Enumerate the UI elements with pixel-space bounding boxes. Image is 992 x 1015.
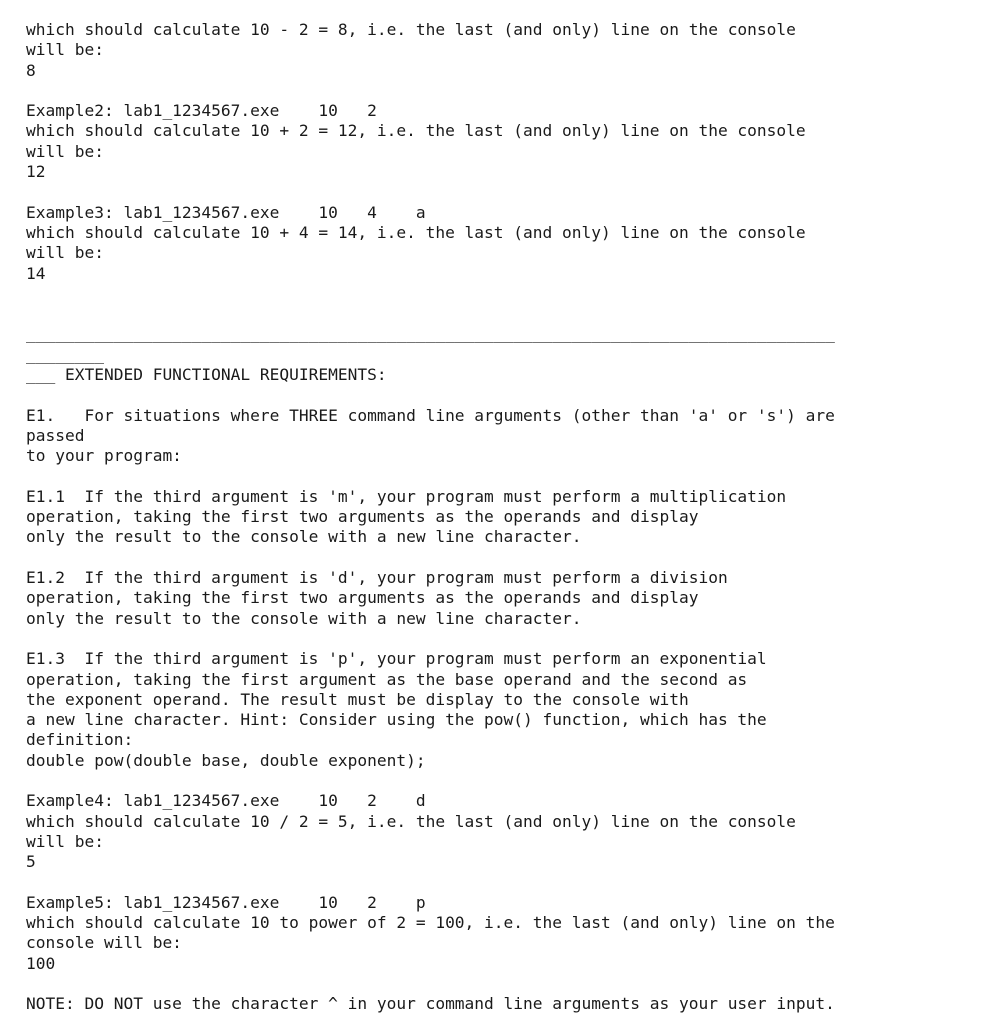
- text-line: to your program:: [26, 446, 182, 466]
- text-line: console will be:: [26, 933, 182, 953]
- text-line: only the result to the console with a new line character.: [26, 527, 582, 547]
- text-line: [26, 629, 966, 649]
- text-line: 12: [26, 162, 46, 182]
- text-line: will be:: [26, 831, 104, 851]
- text-line: definition:: [26, 730, 134, 750]
- text-line: Example5: lab1_1234567.exe 10 2 p: [26, 892, 426, 912]
- text-line: will be:: [26, 141, 104, 161]
- text-line: which should calculate 10 + 2 = 12, i.e. the last (and only) line on the console: [26, 121, 806, 141]
- text-line: double pow(double base, double exponent);: [26, 750, 426, 770]
- text-line: 5: [26, 852, 36, 872]
- text-line: which should calculate 10 + 4 = 14, i.e. the last (and only) line on the console: [26, 222, 806, 242]
- text-line: E1.1 If the third argument is 'm', your program must perform a multiplication: [26, 486, 787, 506]
- text-line: 8: [26, 60, 36, 80]
- text-line: ___ EXTENDED FUNCTIONAL REQUIREMENTS:: [26, 365, 387, 385]
- document-text: [26, 20, 966, 1015]
- text-line: operation, taking the first argument as the base operand and the second as: [26, 669, 748, 689]
- text-line: [26, 467, 966, 487]
- text-line: Example4: lab1_1234567.exe 10 2 d: [26, 791, 426, 811]
- text-line: [26, 872, 966, 892]
- text-line: ___________________________________________________________________________________: [26, 324, 835, 344]
- text-line: [26, 304, 966, 324]
- text-line: will be:: [26, 40, 104, 60]
- text-line: E1.3 If the third argument is 'p', your program must perform an exponential: [26, 649, 767, 669]
- text-line: [26, 974, 966, 994]
- text-line: 100: [26, 953, 56, 973]
- text-line: [26, 385, 966, 405]
- text-line: [26, 284, 966, 304]
- text-line: [26, 548, 966, 568]
- text-line: 14: [26, 263, 46, 283]
- text-line: passed: [26, 425, 85, 445]
- text-line: a new line character. Hint: Consider using the pow() function, which has the: [26, 710, 767, 730]
- text-line: E1.2 If the third argument is 'd', your program must perform a division: [26, 568, 728, 588]
- text-line: [26, 182, 966, 202]
- text-line: operation, taking the first two arguments as the operands and display: [26, 588, 699, 608]
- text-line: NOTE: DO NOT use the character ^ in your command line arguments as your user input.: [26, 994, 835, 1014]
- text-line: [26, 81, 966, 101]
- text-line: ________: [26, 344, 104, 364]
- text-line: E1. For situations where THREE command line arguments (other than 'a' or 's') are: [26, 405, 835, 425]
- text-line: which should calculate 10 - 2 = 8, i.e. the last (and only) line on the console: [26, 20, 796, 39]
- text-line: only the result to the console with a new line character.: [26, 608, 582, 628]
- text-line: [26, 771, 966, 791]
- text-line: the exponent operand. The result must be display to the console with: [26, 689, 689, 709]
- text-line: Example2: lab1_1234567.exe 10 2: [26, 101, 377, 121]
- text-line: will be:: [26, 243, 104, 263]
- text-line: which should calculate 10 / 2 = 5, i.e. the last (and only) line on the console: [26, 811, 796, 831]
- text-line: which should calculate 10 to power of 2 = 100, i.e. the last (and only) line on the: [26, 913, 835, 933]
- text-line: operation, taking the first two arguments as the operands and display: [26, 507, 699, 527]
- text-line: Example3: lab1_1234567.exe 10 4 a: [26, 202, 426, 222]
